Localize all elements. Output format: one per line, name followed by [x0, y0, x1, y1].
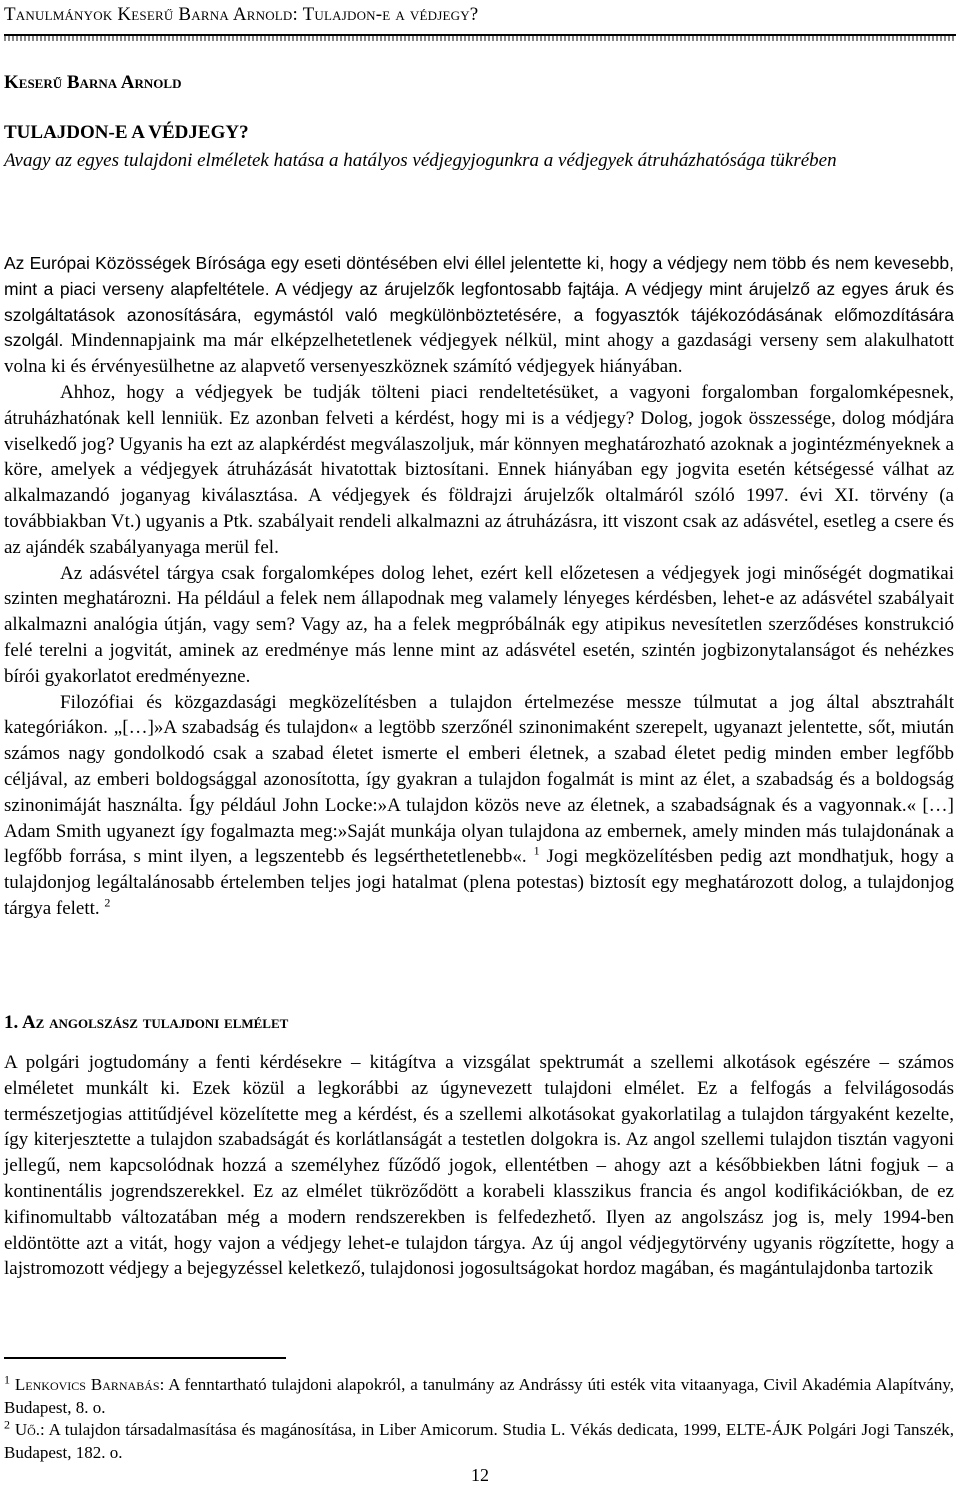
paragraph-4-text: Filozófiai és közgazdasági megközelítésben a tulajdon értelmezése messze túlmutat a jog által absztrahált kategóriákon. „[…]»A szabadság és tulajdon« a legtöbb szerzőnél szinonimaként szerepelt, ugyanazt jelentette, sőt, miután számos nagy gondolkodó csak a szabad életet ismerte el emberi életnek, a szabad életet pedig minden ember legfőbb céljával, az emberi boldogsággal azonosította, így gyakran a tulajdon fogalmát is mint az élet, a szabadság és a boldogság szinonimáját használta. Így például John Locke:»A tulajdon közös neve az életnek, a szabadságnak és a vagyonnak.« […] Adam Smith ugyanezt így fogalmazta meg:»Saját munkája olyan tulajdona az embernek, amely minden más tulajdonának a legfőbb forrása, s mint ilyen, a legszentebb és legsérthetetlenebb«. [4, 691, 954, 868]
paragraph-1-rest: Mindennapjaink ma már elképzelhetetlenek védjegyek nélkül, mint ahogy a gazdasági verseny sem alakulhatott volna ki és érvényesülhetne az alapvető versenyeszköznek számító védjegyek hiányában. [4, 330, 954, 378]
paragraph-4-mid: Jogi megközelítésben pedig azt mondhatjuk, hogy a tulajdonjog legáltalánosabb értelemben teljes jogi hatalmat (plena potestas) biztosít egy meghatározott dolog, a tulajdonjog tárgya felett. [4, 846, 954, 919]
footnote-separator [4, 1357, 286, 1359]
section-1-paragraph-1: A polgári jogtudomány a fenti kérdésekre – kitágítva a vizsgálat spektrumát a szellemi alkotások egészére – számos elméletet munkált ki. Ezek közül a legkorábbi az úgynevezett tulajdoni elmélet. Ez a felfogás a felvilágosodás természetjogias attitűdjével közelítette meg a kérdést, és a szellemi alkotásokat gyakorlatilag a tulajdon tárgyaként kezelte, így kiterjesztette a tulajdon szabadságát és korlátlanságát a testetlen dolgokra is. Az angol szellemi tulajdon tisztán vagyoni jellegű, nem kapcsolódnak hozzá a személyhez fűződő jogok, ellentétben – ahogy azt a későbbiekben látni fogjuk – a kontinentális jogrendszerekkel. Ez az elmélet tükröződött a korabeli klasszikus francia és angol kodifikációkban, de ez kifinomultabb változatában még a modern rendszerekben is felfedezhető. Ilyen az angolszász jog is, mely 1994-ben eldöntötte azt a vitát, hogy vajon a védjegy lehet-e tulajdon tárgya. Az új angol védjegytörvény ugyanis rögzítette, hogy a lajstromozott védjegy a bejegyzéssel keletkező, tulajdonosi jogosultságokat hordoz magában, és magántulajdonba tartozik [4, 1052, 954, 1280]
footnotes [4, 1374, 954, 1464]
paragraph-4 [4, 690, 954, 922]
footnote-1-number: 1 [4, 1372, 10, 1387]
footnote-2-number: 2 [4, 1417, 10, 1432]
article-title: TULAJDON-E A VÉDJEGY? [4, 122, 249, 143]
footnote-1-author: Lenkovics Barnabás: [14, 1375, 165, 1394]
footnote-1 [4, 1374, 954, 1419]
footnote-1-text: A fenntartható tulajdoni alapokról, a tanulmány az Andrássy úti esték vita vitaanyaga, Civil Akadémia Alapítvány, Budapest, 8. o. [4, 1375, 954, 1417]
running-header: Tanulmányok Keserű Barna Arnold: Tulajdon-e a védjegy? [4, 4, 479, 25]
section-heading: 1. Az angolszász tulajdoni elmélet [4, 1012, 289, 1033]
author-name: Keserű Barna Arnold [4, 72, 182, 93]
footnote-ref-1[interactable]: 1 [533, 844, 540, 858]
paragraph-2: Ahhoz, hogy a védjegyek be tudják tölteni piaci rendeltetésüket, a vagyoni forgalomban forgalomképesnek, átruházhatónak kell lenniük. Ez azonban felveti a kérdést, hogy mi is a védjegy? Dolog, jogok összessége, dolog módjára viselkedő jog? Ugyanis ha ezt az alapkérdést megválaszoljuk, már könnyen meghatározható azoknak a jogintézményeknek a köre, amelyek a védjegyek átruházását hivatottak biztosítani. Ennek hiányában egy jogvita esetén kétségessé válhat az alkalmazandó joganyag kiválasztása. A védjegyek és földrajzi árujelzők oltalmáról szóló 1997. évi XI. törvény (a továbbiakban Vt.) ugyanis a Ptk. szabályait rendeli alkalmazni az átruházásra, itt viszont csak az adásvétel, esetleg a csere és az ajándék szabályanyaga merül fel. [4, 381, 954, 558]
paragraph-3: Az adásvétel tárgya csak forgalomképes dolog lehet, ezért kell előzetesen a védjegyek jogi minőségét dogmatikai szinten meghatározni. Ha például a felek nem állapodnak meg valamely lényeges kérdésben, lehet-e az adásvétel szabályait alkalmazni analógia útján, vagy sem? Vagy az, ha a felek megpróbálnák egy atipikus nevesítetlen szerződéses konstrukció felé terelni a jogvitát, aminek az eredménye más lenne mint az adásvétel esetén, szintén jogbizonytalanságot és nehézkes bírói gyakorlatot eredményezne. [4, 562, 954, 687]
intro-body [4, 251, 954, 922]
lead-text: Az Európai Közösségek Bírósága egy eseti döntésében elvi éllel jelentette ki, hogy a védjegy nem több és nem kevesebb, mint a piaci verseny alapfeltétele. A védjegy az árujelzők legfontosabb fajtája. A védjegy mint árujelző az egyes áruk és szolgáltatások azonosítására, egymástól való megkülönböztetésére, a fogyasztók tájékozódásának előmozdítására szolgál. [4, 253, 954, 351]
page-number: 12 [471, 1465, 489, 1485]
footnote-2-author: Uő.: [14, 1420, 45, 1439]
header-rule [4, 34, 956, 41]
article-subtitle: Avagy az egyes tulajdoni elméletek hatása a hatályos védjegyjogunkra a védjegyek átruházhatósága tükrében [4, 150, 837, 171]
paragraph-1 [4, 251, 954, 380]
footnote-ref-2[interactable]: 2 [104, 895, 111, 910]
footnote-2 [4, 1419, 954, 1464]
footnote-2-text: A tulajdon társadalmasítása és magánosítása, in Liber Amicorum. Studia L. Vékás dedicata, 1999, ELTE-ÁJK Polgári Jogi Tanszék, Budapest, 182. o. [4, 1420, 954, 1462]
section-1-body [4, 1050, 954, 1282]
